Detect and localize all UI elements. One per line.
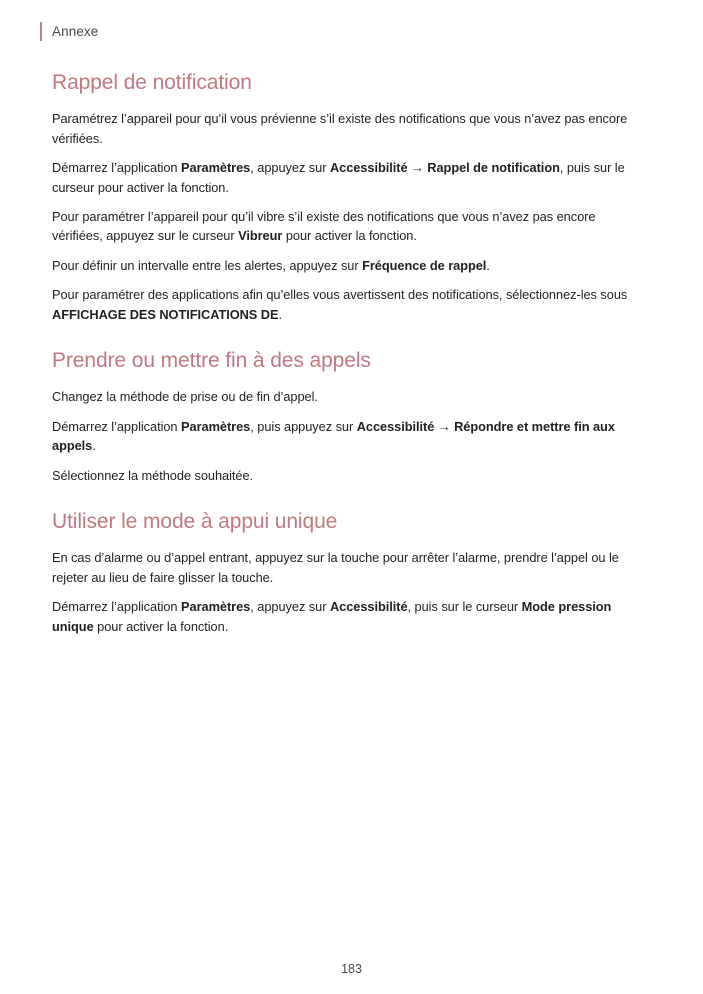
section-heading: Prendre ou mettre fin à des appels <box>52 349 371 373</box>
body-paragraph <box>52 158 649 197</box>
body-paragraph <box>52 207 649 246</box>
body-paragraph <box>52 548 649 587</box>
body-text: Démarrez l’application <box>52 160 182 176</box>
body-text: Paramétrez l’appareil pour qu’il vous prévienne s’il existe des notifications que vous n’avez pas encore vérifiées. <box>52 111 628 146</box>
body-text: , puis sur le curseur <box>407 599 522 615</box>
body-paragraph <box>52 466 649 485</box>
body-text: . <box>278 306 282 322</box>
emphasis-text: AFFICHAGE DES NOTIFICATIONS DE <box>52 306 279 322</box>
body-text: pour activer la fonction. <box>93 618 229 634</box>
emphasis-text: Paramètres <box>181 160 251 176</box>
document-section <box>52 509 649 636</box>
body-text: , puis sur le curseur pour activer la fonction. <box>52 160 625 195</box>
document-body <box>52 70 649 658</box>
sections-container <box>52 70 649 636</box>
section-heading: Utiliser le mode à appui unique <box>52 510 338 534</box>
body-text: Changez la méthode de prise ou de fin d’appel. <box>52 389 318 405</box>
body-text: Sélectionnez la méthode souhaitée. <box>52 467 254 483</box>
emphasis-text: Fréquence de rappel <box>362 257 487 273</box>
document-section <box>52 348 649 485</box>
emphasis-text: Paramètres <box>181 599 251 615</box>
body-text: En cas d’alarme ou d’appel entrant, appuyez sur la touche pour arrêter l’alarme, prendre l’appel ou le rejeter au lieu de faire glisser la touche. <box>52 550 619 585</box>
page-number: 183 <box>341 962 362 976</box>
body-text: Démarrez l’application <box>52 599 182 615</box>
body-text: Pour paramétrer des applications afin qu’elles vous avertissent des notifications, sélectionnez-les sous <box>52 287 628 303</box>
emphasis-text: Accessibilité → Répondre et mettre fin aux appels <box>52 418 615 454</box>
emphasis-text: Paramètres <box>181 418 251 434</box>
body-text: Démarrez l’application <box>52 418 182 434</box>
emphasis-text: Mode pression unique <box>52 599 612 634</box>
page-header <box>40 22 98 41</box>
body-text: Pour paramétrer l’appareil pour qu’il vibre s’il existe des notifications que vous n’avez pas encore vérifiées, appuyez sur le curseur <box>52 208 596 244</box>
body-text: Pour définir un intervalle entre les alertes, appuyez sur <box>52 257 363 273</box>
document-section <box>52 70 649 324</box>
body-text: . <box>92 438 96 454</box>
page-footer <box>0 962 703 976</box>
header-divider-rule <box>40 22 42 41</box>
body-text: , puis appuyez sur <box>250 418 357 434</box>
body-paragraph <box>52 256 649 275</box>
section-heading: Rappel de notification <box>52 71 252 94</box>
emphasis-text: Vibreur <box>238 228 283 244</box>
body-text: . <box>486 257 490 273</box>
body-text: , appuyez sur <box>250 599 330 615</box>
body-paragraph <box>52 285 649 324</box>
body-text: , appuyez sur <box>250 160 330 176</box>
header-label: Annexe <box>52 24 99 39</box>
body-paragraph <box>52 109 649 148</box>
body-paragraph <box>52 387 649 406</box>
body-paragraph <box>52 597 649 636</box>
emphasis-text: Accessibilité → Rappel de notification <box>329 160 560 176</box>
body-text: pour activer la fonction. <box>282 228 417 244</box>
emphasis-text: Accessibilité <box>329 599 408 615</box>
body-paragraph <box>52 417 649 456</box>
